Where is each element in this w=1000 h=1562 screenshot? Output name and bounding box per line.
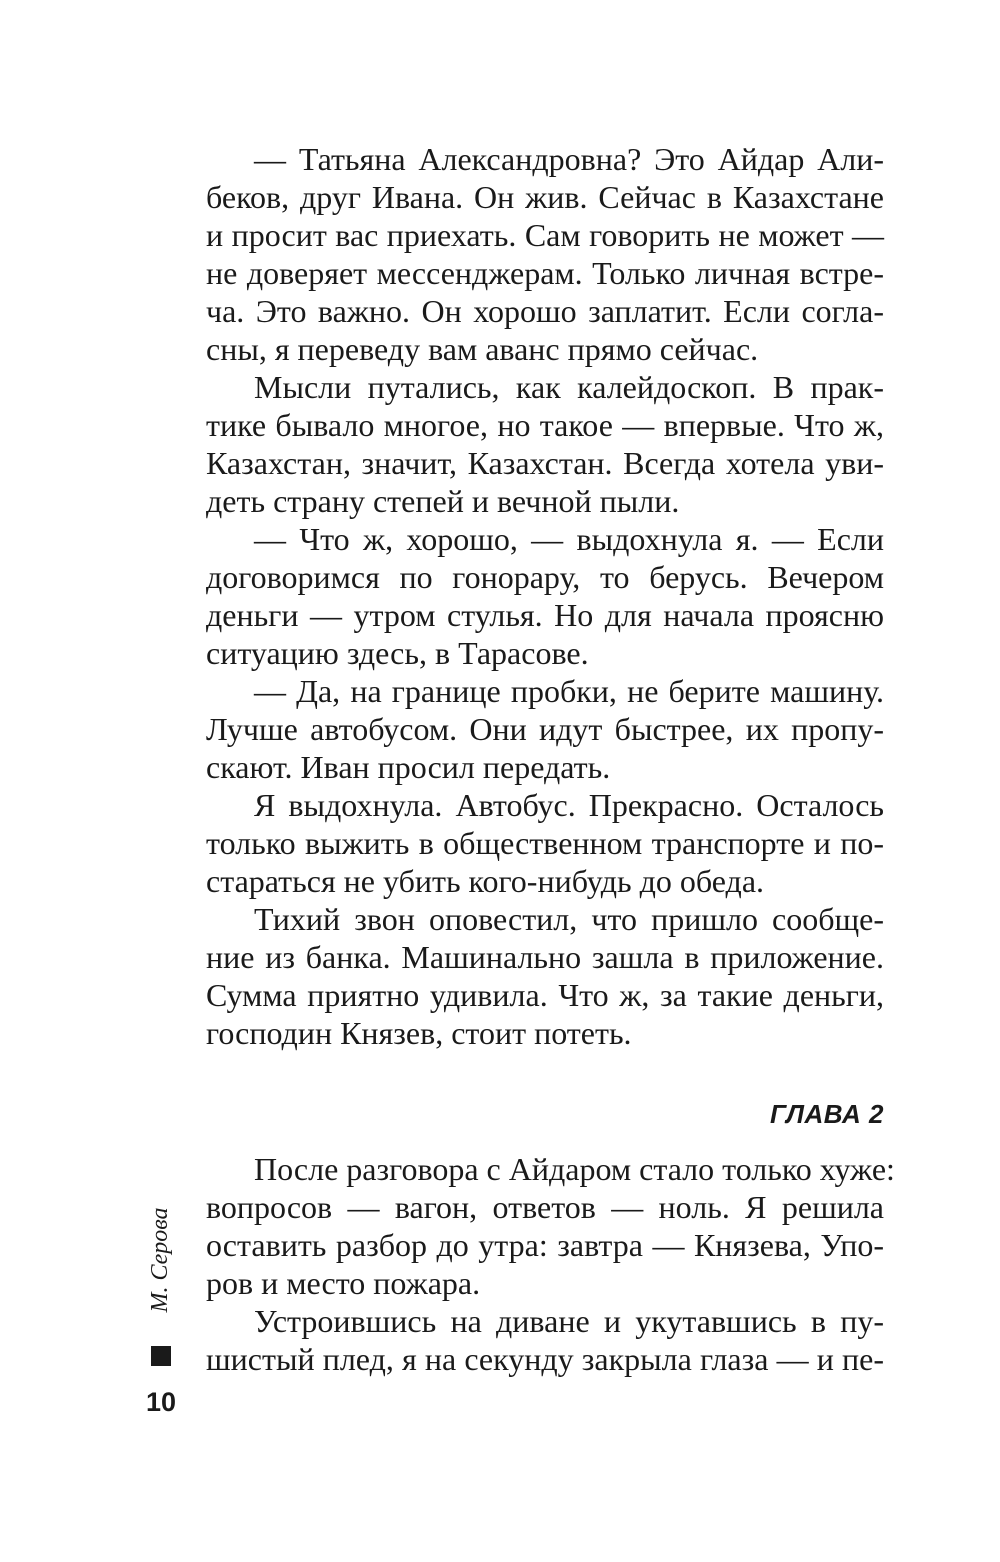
text-line: беков, друг Ивана. Он жив. Сейчас в Казахстане bbox=[206, 179, 884, 215]
text-line: ние из банка. Машинально зашла в приложение. bbox=[206, 939, 884, 975]
text-line: стараться не убить кого-нибудь до обеда. bbox=[206, 863, 765, 899]
text-line: ча. Это важно. Он хорошо заплатит. Если согла- bbox=[206, 293, 884, 329]
text-line: Казахстан, значит, Казахстан. Всегда хотела уви- bbox=[206, 445, 884, 481]
square-marker-icon bbox=[151, 1346, 171, 1366]
text-line: деть страну степей и вечной пыли. bbox=[206, 483, 680, 519]
text-line: договоримся по гонорару, то берусь. Вечером bbox=[206, 559, 884, 595]
running-head-author bbox=[140, 1200, 180, 1320]
text-line: Лучше автобусом. Они идут быстрее, их пропу- bbox=[206, 711, 884, 747]
text-line: После разговора с Айдаром стало только хуже: bbox=[254, 1151, 895, 1187]
page-number: 10 bbox=[146, 1387, 177, 1417]
text-line: вопросов — вагон, ответов — ноль. Я решила bbox=[206, 1189, 884, 1225]
text-line: тике бывало многое, но такое — впервые. Что ж, bbox=[206, 407, 884, 443]
text-line: Сумма приятно удивила. Что ж, за такие деньги, bbox=[206, 977, 884, 1013]
text-line: ситуацию здесь, в Тарасове. bbox=[206, 635, 589, 671]
running-head-text: М. Серова bbox=[147, 1207, 173, 1313]
text-line: Устроившись на диване и укутавшись в пу- bbox=[254, 1303, 884, 1339]
text-line: Я выдохнула. Автобус. Прекрасно. Осталось bbox=[254, 787, 884, 823]
text-line: Мысли путались, как калейдоскоп. В прак- bbox=[254, 369, 884, 405]
text-line: оставить разбор до утра: завтра — Князева, Упо- bbox=[206, 1227, 884, 1263]
text-line: Тихий звон оповестил, что пришло сообще- bbox=[254, 901, 884, 937]
chapter-heading: ГЛАВА 2 bbox=[770, 1099, 884, 1129]
text-line: шистый плед, я на секунду закрыла глаза — и пе- bbox=[206, 1341, 884, 1377]
text-line: и просит вас приехать. Сам говорить не может — bbox=[206, 217, 884, 253]
text-line: господин Князев, стоит потеть. bbox=[206, 1015, 632, 1051]
text-line: ров и место пожара. bbox=[206, 1265, 481, 1301]
text-line: — Татьяна Александровна? Это Айдар Али- bbox=[254, 141, 884, 177]
text-line: скают. Иван просил передать. bbox=[206, 749, 611, 785]
text-line: только выжить в общественном транспорте и по- bbox=[206, 825, 884, 861]
text-line: деньги — утром стулья. Но для начала проясню bbox=[206, 597, 884, 633]
text-line: сны, я переведу вам аванс прямо сейчас. bbox=[206, 331, 759, 367]
text-line: не доверяет мессенджерам. Только личная встре- bbox=[206, 255, 884, 291]
text-line: — Что ж, хорошо, — выдохнула я. — Если bbox=[254, 521, 884, 557]
text-line: — Да, на границе пробки, не берите машину. bbox=[254, 673, 884, 709]
